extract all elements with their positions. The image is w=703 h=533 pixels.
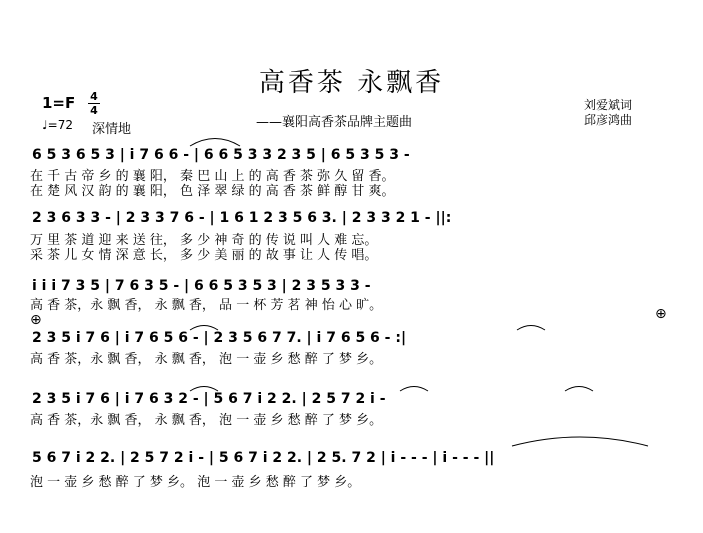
lyric-system-3: 高 香 茶，永 飘 香， 永 飘 香， 品 一 杯 芳 茗 神 怡 心 旷。 bbox=[30, 298, 383, 313]
lyric-system-4: 高 香 茶，永 飘 香， 永 飘 香， 泡 一 壶 乡 愁 醉 了 梦 乡。 bbox=[30, 352, 383, 367]
notes-system-2: 2 3 6 3 3 - | 2 3 3 7 6 - | 1 6 1 2 3 5 6 3. | 2 3 3 2 1 - ||: bbox=[32, 210, 452, 226]
tie-final bbox=[512, 437, 648, 446]
lyric-1-system-2: 万 里 茶 道 迎 来 送 往， 多 少 神 奇 的 传 说 叫 人 难 忘。 bbox=[30, 233, 378, 248]
lyric-2-system-1: 在 楚 风 汉 韵 的 襄 阳， 色 泽 翠 绿 的 高 香 茶 鲜 醇 甘 爽。 bbox=[30, 184, 395, 199]
expression-mark: 深情地 bbox=[92, 122, 132, 137]
notes-system-6: 5 6 7 i 2 2. | 2 5 7 2 i - | 5 6 7 i 2 2. | 2 5. 7 2 | i - - - | i - - - || bbox=[32, 450, 495, 466]
meter-bottom: 4 bbox=[90, 104, 98, 117]
song-title: 高香茶 永飘香 bbox=[258, 68, 445, 98]
coda-mark-left: ⊕ bbox=[30, 312, 42, 328]
lyric-system-6: 泡 一 壶 乡 愁 醉 了 梦 乡。 泡 一 壶 乡 愁 醉 了 梦 乡。 bbox=[30, 475, 361, 490]
lyric-2-system-2: 采 茶 儿 女 情 深 意 长， 多 少 美 丽 的 故 事 让 人 传 唱。 bbox=[30, 248, 378, 263]
notes-system-4: 2 3 5 i 7 6 | i 7 6 5 6 - | 2 3 5 6 7 7. | i 7 6 5 6 - :| bbox=[32, 330, 407, 346]
slur-5 bbox=[400, 387, 428, 392]
lyric-system-5: 高 香 茶，永 飘 香， 永 飘 香， 泡 一 壶 乡 愁 醉 了 梦 乡。 bbox=[30, 413, 383, 428]
lyricist-credit: 刘爱斌词 bbox=[584, 98, 633, 112]
coda-mark-right: ⊕ bbox=[655, 306, 667, 322]
song-subtitle: ——襄阳高香茶品牌主题曲 bbox=[256, 115, 413, 130]
composer-credit: 邱彦鸿曲 bbox=[584, 113, 633, 127]
tempo-mark: ♩=72 bbox=[42, 118, 73, 132]
slur-1 bbox=[190, 139, 240, 147]
slur-6 bbox=[565, 387, 593, 392]
notes-system-1: 6 5 3 6 5 3 | i 7 6 6 - | 6 6 5 3 3 2 3 5 | 6 5 3 5 3 - bbox=[32, 147, 410, 163]
key-signature: 1=F bbox=[42, 94, 76, 112]
notes-system-3: i i i 7 3 5 | 7 6 3 5 - | 6 6 5 3 5 3 | 2 3 5 3 3 - bbox=[32, 278, 371, 294]
notes-system-5: 2 3 5 i 7 6 | i 7 6 3 2 - | 5 6 7 i 2 2. | 2 5 7 2 i - bbox=[32, 391, 386, 407]
meter-top: 4 bbox=[90, 90, 98, 103]
slur-3 bbox=[517, 326, 545, 331]
lyric-1-system-1: 在 千 古 帝 乡 的 襄 阳， 秦 巴 山 上 的 高 香 茶 弥 久 留 香。 bbox=[30, 169, 395, 184]
